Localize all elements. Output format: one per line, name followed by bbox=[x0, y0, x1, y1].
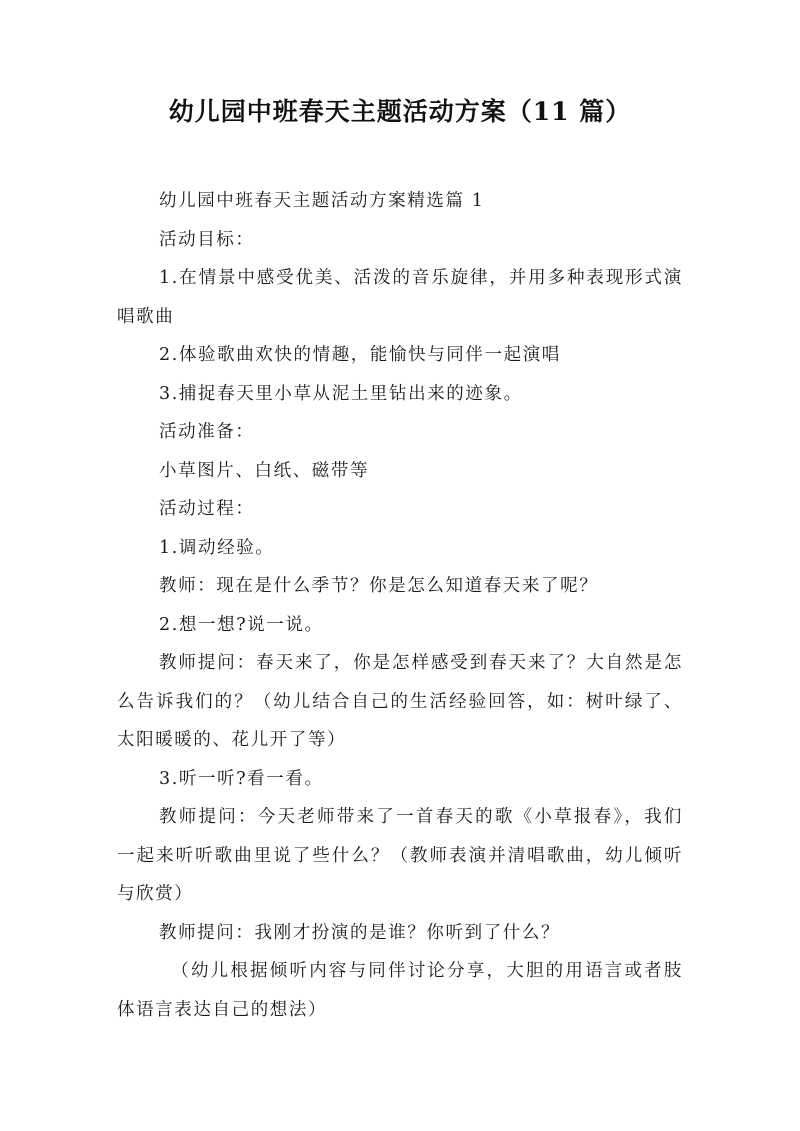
paragraph-prep-items: 小草图片、白纸、磁带等 bbox=[159, 460, 370, 481]
paragraph-step-2: 2.想一想?说一说。 bbox=[159, 614, 324, 635]
paragraph-goal-2: 2.体验歌曲欢快的情趣，能愉快与同伴一起演唱 bbox=[159, 345, 561, 365]
section-heading: 幼儿园中班春天主题活动方案精选篇 1 bbox=[159, 191, 485, 211]
paragraph-process-label: 活动过程： bbox=[159, 499, 255, 519]
paragraph-children-discussion: （幼儿根据倾听内容与同伴讨论分享，大胆的用语言或者肢体语言表达自己的想法） bbox=[117, 961, 683, 1020]
paragraph-teacher-q2: 教师提问：春天来了，你是怎样感受到春天来了？大自然是怎么告诉我们的？（幼儿结合自己的生活经验回答，如：树叶绿了、太阳暖暖的、花儿开了等） bbox=[117, 653, 683, 750]
paragraph-teacher-q1: 教师：现在是什么季节？你是怎么知道春天来了呢？ bbox=[159, 576, 599, 596]
document-title: 幼儿园中班春天主题活动方案（11 篇） bbox=[168, 97, 632, 126]
paragraph-prep-label: 活动准备： bbox=[159, 422, 255, 442]
paragraph-goal-1: 1.在情景中感受优美、活泼的音乐旋律，并用多种表现形式演唱歌曲 bbox=[117, 268, 683, 327]
paragraph-goal-3: 3.捕捉春天里小草从泥土里钻出来的迹象。 bbox=[159, 383, 523, 404]
paragraph-teacher-q3: 教师提问：今天老师带来了一首春天的歌《小草报春》，我们一起来听听歌曲里说了些什么？（教师表演并清唱歌曲，幼儿倾听与欣赏） bbox=[117, 807, 683, 904]
paragraph-goals-label: 活动目标： bbox=[159, 229, 255, 250]
document-body bbox=[117, 182, 683, 1029]
paragraph-step-3: 3.听一听?看一看。 bbox=[159, 768, 324, 789]
paragraph-step-1: 1.调动经验。 bbox=[159, 537, 275, 558]
paragraph-teacher-q4: 教师提问：我刚才扮演的是谁？你听到了什么？ bbox=[159, 922, 561, 943]
